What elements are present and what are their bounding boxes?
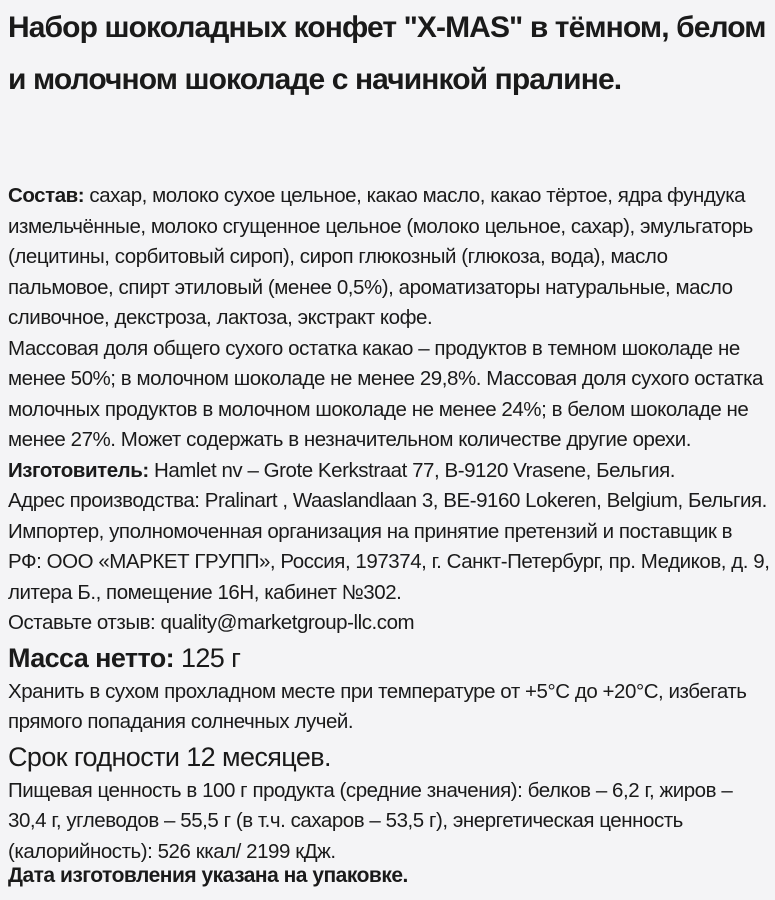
cocoa-note: Массовая доля общего сухого остатка какао – продуктов в темном шоколаде не менее 50%; в молочном шоколаде не менее 29,8%. Массовая доля сухого остатка молочных продуктов в молочном шоколаде не менее 24%; в белом шоколаде не менее 27%. Может содержать в незначительном количестве другие орехи.	[8, 336, 763, 451]
shelf-life: Срок годности 12 месяцев.	[8, 741, 331, 772]
nutrition-info: Пищевая ценность в 100 г продукта (средние значения): белков – 6,2 г, жиров – 30,4 г, углеводов – 55,5 г (в т.ч. сахаров – 53,5 г), энергетическая ценность (калорийность): 526 ккал/ 2199 кДж.	[8, 778, 733, 863]
manufacturer-paragraph	[8, 456, 770, 487]
production-date-note: Дата изготовления указана на упаковке.	[8, 864, 408, 887]
manufacturer-text: Hamlet nv – Grote Kerkstraat 77, B-9120 Vrasene, Бельгия.	[148, 458, 676, 482]
production-address: Адрес производства: Pralinart , Waaslandlaan 3, BE-9160 Lokeren, Belgium, Бельгия.	[8, 489, 767, 512]
manufacturer-label: Изготовитель:	[8, 458, 149, 482]
composition-text: сахар, молоко сухое цельное, какао масло, какао тёртое, ядра фундука измельчённые, молоко сгущенное цельное (молоко цельное, сахар), эмульгаторь (лецитины, сорбитовый сироп), сироп глюкозный (глюкоза, вода), масло пальмовое, спирт этиловый (менее 0,5%), ароматизаторы натуральные, масло сливочное, декстроза, лактоза, экстракт кофе.	[8, 184, 753, 329]
net-weight-label: Масса нетто:	[8, 642, 175, 673]
net-weight	[8, 639, 770, 677]
composition-paragraph	[8, 181, 770, 334]
net-weight-value: 125 г	[174, 642, 241, 673]
importer-info: Импортер, уполномоченная организация на принятие претензий и поставщик в РФ: ООО «МАРКЕТ ГРУПП», Россия, 197374, г. Санкт-Петербург, пр. Медиков, д. 9, литера Б., помещение 16Н, кабинет №302.	[8, 519, 770, 604]
storage-conditions: Хранить в сухом прохладном месте при температуре от +5°С до +20°С, избегать прямого попадания солнечных лучей.	[8, 679, 747, 733]
composition-label: Состав:	[8, 184, 85, 207]
product-title: Набор шоколадных конфет "X-MAS" в тёмном, белом и молочном шоколаде с начинкой пралине.	[8, 11, 766, 96]
label-body	[8, 181, 770, 867]
feedback-line: Оставьте отзыв: quality@marketgroup-llc.com	[8, 611, 415, 634]
